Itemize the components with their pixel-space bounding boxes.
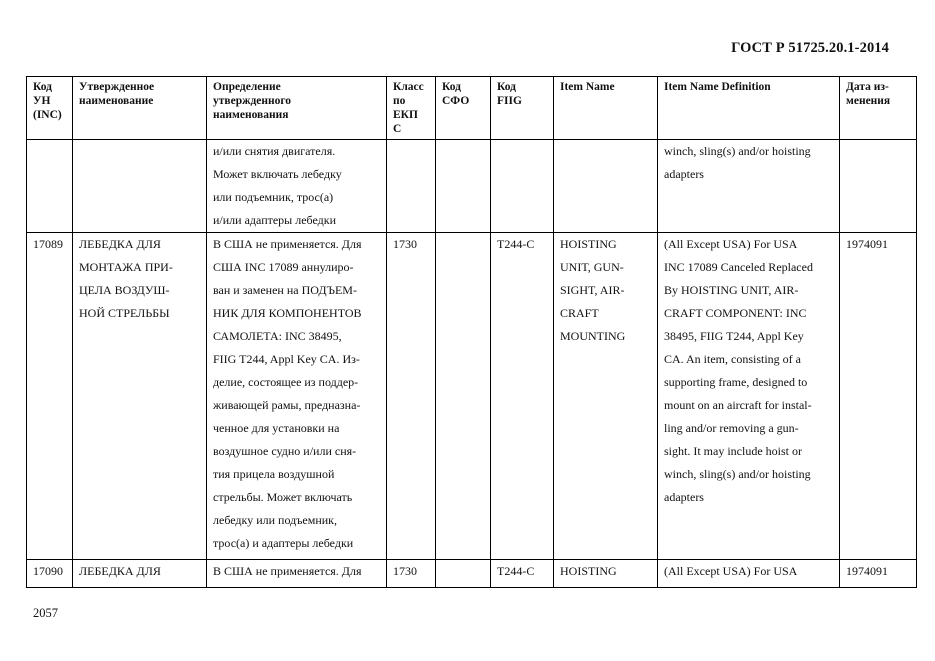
column-header-definition-ru: Определение утвержденного наименования: [207, 77, 387, 140]
page-number: 2057: [33, 606, 58, 620]
column-header-class: Класс по ЕКП С: [387, 77, 436, 140]
column-header-inc: Код УН (INC): [27, 77, 73, 140]
cell-inc: 17089: [27, 233, 73, 560]
cell-definition-ru: В США не применяется. Для: [207, 560, 387, 588]
cell-fiig: T244-C: [491, 560, 554, 588]
cell-fiig: T244-C: [491, 233, 554, 560]
cell-date: [840, 140, 917, 233]
classifier-table: [26, 76, 917, 588]
cell-item-name: HOISTING UNIT, GUN- SIGHT, AIR- CRAFT MOUNTING: [554, 233, 658, 560]
document-standard-code: ГОСТ Р 51725.20.1-2014: [731, 40, 889, 56]
cell-sfo: [436, 233, 491, 560]
cell-date: 1974091: [840, 233, 917, 560]
cell-date: 1974091: [840, 560, 917, 588]
cell-sfo: [436, 560, 491, 588]
cell-class: 1730: [387, 560, 436, 588]
table-header-row: [27, 77, 917, 140]
column-header-approved-name: Утвержденное наименование: [73, 77, 207, 140]
cell-item-name: [554, 140, 658, 233]
cell-definition-en: (All Except USA) For USA: [658, 560, 840, 588]
cell-inc: 17090: [27, 560, 73, 588]
column-header-item-name: Item Name: [554, 77, 658, 140]
table-row: [27, 560, 917, 588]
cell-name-ru: [73, 140, 207, 233]
cell-class: [387, 140, 436, 233]
cell-definition-en: winch, sling(s) and/or hoisting adapters: [658, 140, 840, 233]
column-header-sfo: Код СФО: [436, 77, 491, 140]
cell-fiig: [491, 140, 554, 233]
cell-sfo: [436, 140, 491, 233]
column-header-fiig: Код FIIG: [491, 77, 554, 140]
cell-item-name: HOISTING: [554, 560, 658, 588]
cell-definition-ru: и/или снятия двигателя. Может включать лебедку или подъемник, трос(а) и/или адаптеры лебедки: [207, 140, 387, 233]
table-row-continuation: [27, 140, 917, 233]
cell-definition-en: (All Except USA) For USA INC 17089 Canceled Replaced By HOISTING UNIT, AIR- CRAFT COMPONENT: INC 38495, FIIG T244, Appl Key CA. An item, consisting of a supporting frame, designed to mount on an aircraft for instal- ling and/or removing a gun- sight. It may include hoist or winch, sling(s) and/or hoisting adapters: [658, 233, 840, 560]
cell-inc: [27, 140, 73, 233]
cell-name-ru: ЛЕБЕДКА ДЛЯ МОНТАЖА ПРИ- ЦЕЛА ВОЗДУШ- НОЙ СТРЕЛЬБЫ: [73, 233, 207, 560]
table-row: [27, 233, 917, 560]
cell-class: 1730: [387, 233, 436, 560]
cell-definition-ru: В США не применяется. Для США INC 17089 аннулиро- ван и заменен на ПОДЪЕМ- НИК ДЛЯ КОМПОНЕНТОВ САМОЛЕТА: INC 38495, FIIG T244, Appl Key CA. Из- делие, состоящее из поддер- живающей рамы, предназна- ченное для установки на воздушное судно и/или сня- тия прицела воздушной стрельбы. Может включать лебедку или подъемник, трос(а) и адаптеры лебедки: [207, 233, 387, 560]
cell-name-ru: ЛЕБЕДКА ДЛЯ: [73, 560, 207, 588]
column-header-change-date: Дата из- менения: [840, 77, 917, 140]
column-header-item-name-definition: Item Name Definition: [658, 77, 840, 140]
